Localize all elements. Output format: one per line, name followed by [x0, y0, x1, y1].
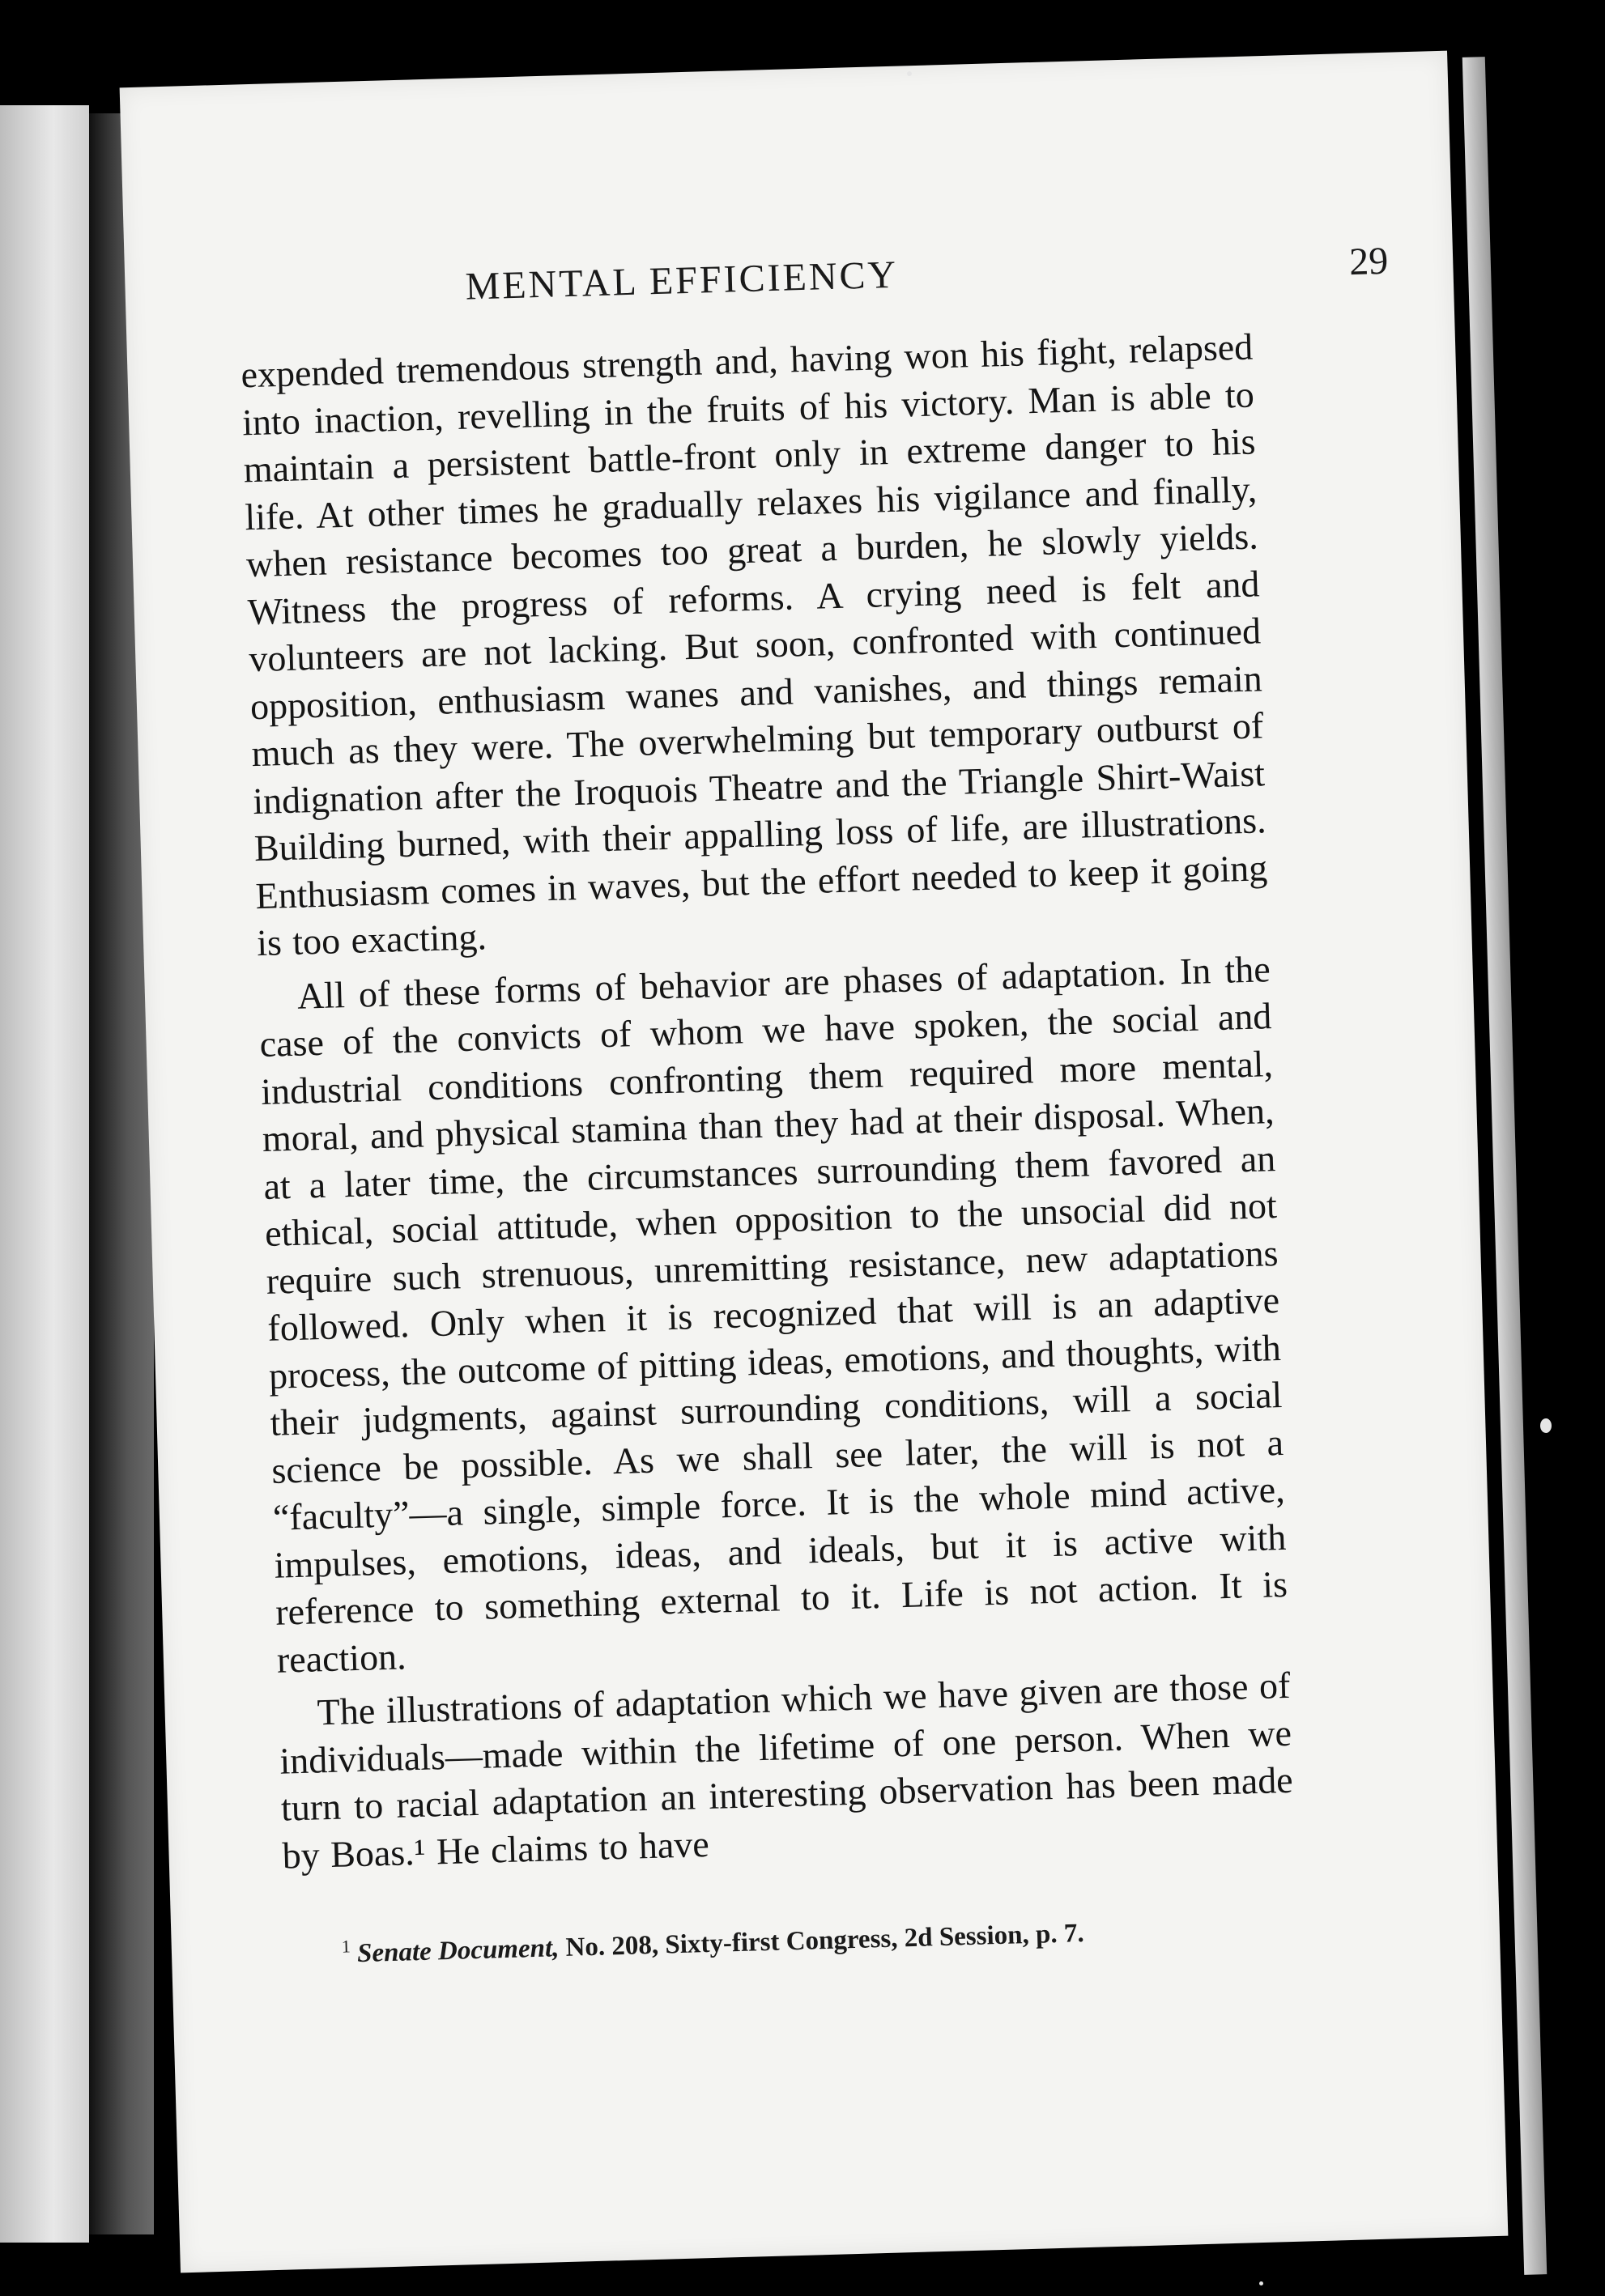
paragraph: All of these forms of behavior are phases of adaptation. In the case of the convicts of whom we have spoken, the social and industrial conditions confronting them required more mental, moral, and physical stamina than they had at their disposal. When, at a later time, the circumstances surrounding them favored an ethical, social attitude, when opposition to the unsocial did not require such strenuous, unremitting resistance, new adaptations followed. Only when it is recognized that will is an adaptive process, the outcome of pitting ideas, emotions, and thoughts, with their judgments, against surrounding conditions, will a social science be possible. As we shall see later, the will is not a “faculty”—a single, simple force. It is the whole mind active, impulses, emotions, ideas, and ideals, but it is active with reference to something external to it. Life is not action. It is reaction. [258, 947, 1288, 1681]
running-head: MENTAL EFFICIENCY [464, 253, 899, 308]
footnote-citation: No. 208, Sixty-first Congress, 2d Session, p. 7. [565, 1919, 1085, 1962]
dust-speck [907, 71, 912, 76]
footnote-document-title: Senate Document, [356, 1933, 560, 1969]
footnote-mark: 1 [341, 1936, 351, 1957]
dust-speck [1259, 2281, 1263, 2285]
page-number: 29 [1348, 239, 1389, 284]
facing-page-edge [0, 105, 89, 2243]
book-page [120, 51, 1509, 2273]
paragraph: The illustrations of adaptation which we have given are those of individuals—made within the lifetime of one person. When we turn to racial adaptation an interesting observation has been made by Boas.¹ He claims to have [279, 1664, 1294, 1877]
footnote [341, 1911, 1273, 1970]
dust-speck [1540, 1418, 1552, 1433]
paragraph: expended tremendous strength and, having won his fight, relapsed into inaction, revelling in the fruits of his victory. Man is able to maintain a persistent battle-front only in extreme danger to his life. At other times he gradually relaxes his vigilance and finally, when resistance becomes too great a burden, he slowly yields. Witness the progress of reforms. A crying need is felt and volunteers are not lacking. But soon, confronted with continued opposition, enthusiasm wanes and vanishes, and things remain much as they were. The overwhelming but temporary outburst of indignation after the Iroquois Theatre and the Triangle Shirt-Waist Building burned, with their appalling loss of life, are illustrations. Enthusiasm comes in waves, but the effort needed to keep it going is too exacting. [240, 325, 1268, 964]
body-text [241, 323, 1295, 1879]
page-header [465, 239, 1389, 309]
